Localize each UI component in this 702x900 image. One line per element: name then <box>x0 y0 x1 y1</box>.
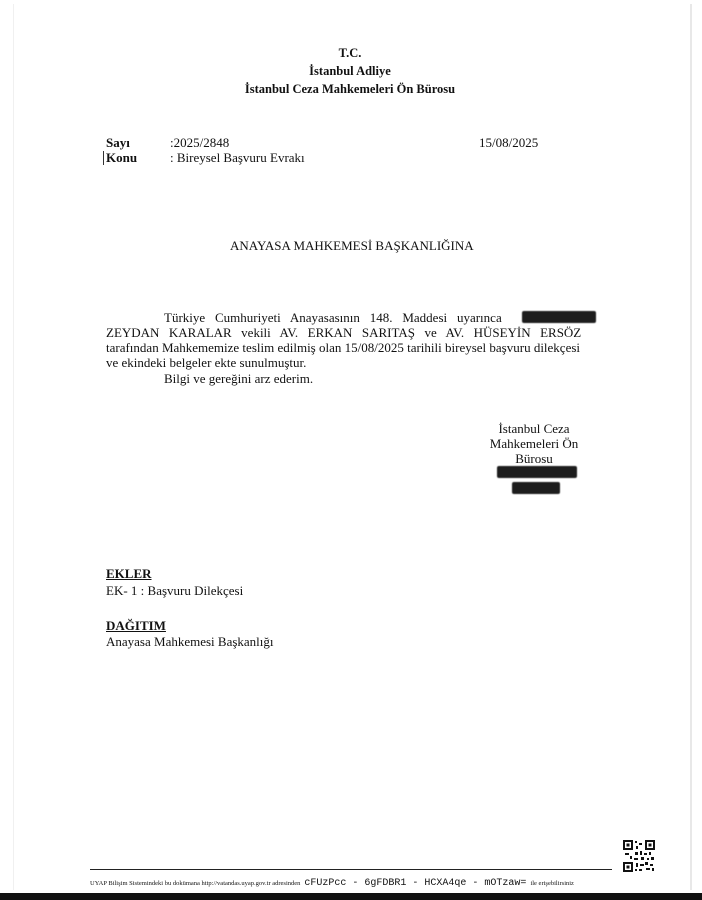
dagitim-title: DAĞITIM <box>106 618 166 633</box>
body-line-2: ZEYDAN KARALAR vekili AV. ERKAN SARITAŞ ve AV. HÜSEYİN ERSÖZ <box>106 325 582 340</box>
konu-value: : Bireysel Başvuru Evrakı <box>170 150 305 165</box>
margin-mark <box>103 151 104 165</box>
bottom-bar <box>0 893 702 900</box>
redaction-mark <box>522 311 596 323</box>
document-date: 15/08/2025 <box>479 135 539 150</box>
sayi-label: Sayı <box>106 135 130 150</box>
redaction-signature-1 <box>497 466 577 478</box>
footer-suffix: ile erişebilirsiniz <box>530 880 574 887</box>
signature-line-2: Mahkemeleri Ön <box>489 436 579 451</box>
redaction-signature-2 <box>512 482 560 494</box>
signature-line-3: Bürosu <box>515 451 553 466</box>
ekler-item-1: EK- 1 : Başvuru Dilekçesi <box>106 583 244 598</box>
header-adliye: İstanbul Adliye <box>309 64 391 78</box>
body-line-4: ve ekindeki belgeler ekte sunulmuştur. <box>106 355 307 370</box>
footer-uyap <box>90 872 574 890</box>
konu-label: Konu <box>106 150 138 165</box>
footer-verification-code: cFUzPcc - 6gFDBR1 - HCXA4qe - mOTzaw= <box>304 878 527 889</box>
footer-rule <box>90 869 612 870</box>
signature-line-1: İstanbul Ceza <box>498 421 570 436</box>
ekler-title: EKLER <box>106 566 152 581</box>
addressee: ANAYASA MAHKEMESİ BAŞKANLIĞINA <box>230 238 474 253</box>
closing-line: Bilgi ve gereğini arz ederim. <box>164 371 314 386</box>
sayi-value: :2025/2848 <box>170 135 230 150</box>
dagitim-item-1: Anayasa Mahkemesi Başkanlığı <box>106 634 274 649</box>
header-tc: T.C. <box>338 46 362 60</box>
header-buro: İstanbul Ceza Mahkemeleri Ön Bürosu <box>244 82 456 96</box>
qr-code <box>623 840 655 872</box>
body-line-3: tarafından Mahkememize teslim edilmiş olan 15/08/2025 tarihili bireysel başvuru dilekçesi <box>106 340 581 355</box>
footer-prefix: UYAP Bilişim Sistemindeki bu dokümana http://vatandas.uyap.gov.tr adresinden <box>90 880 301 887</box>
body-line-1: Türkiye Cumhuriyeti Anayasasının 148. Maddesi uyarınca <box>164 310 502 325</box>
